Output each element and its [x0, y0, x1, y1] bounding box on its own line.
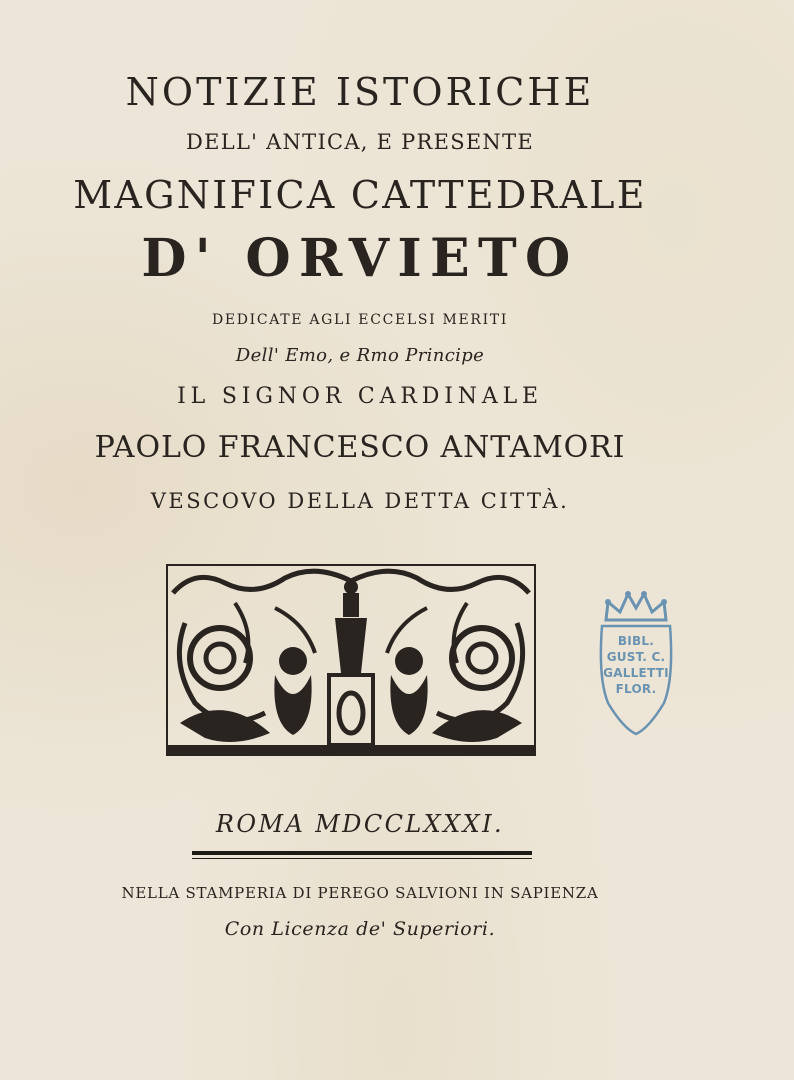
stamp-line-1: BIBL. [617, 634, 655, 648]
dedication-name: PAOLO FRANCESCO ANTAMORI [94, 430, 626, 465]
imprint-rule-thick [192, 851, 532, 855]
imprint-license: Con Licenza de' Superiori. [224, 918, 496, 940]
library-stamp [588, 588, 684, 738]
title-line-1: NOTIZIE ISTORICHE [125, 70, 595, 114]
stamp-line-2: GUST. C. [606, 650, 666, 664]
dedication-office: VESCOVO DELLA DETTA CITTÀ. [150, 489, 570, 513]
imprint-place-date: ROMA MDCCLXXXI. [215, 810, 505, 838]
title-line-4: D' ORVIETO [141, 228, 579, 289]
title-line-3: MAGNIFICA CATTEDRALE [73, 173, 647, 217]
dedication-honorific: Dell' Emo, e Rmo Principe [235, 345, 485, 366]
dedication-title: IL SIGNOR CARDINALE [177, 384, 543, 409]
woodcut-ornament [165, 563, 537, 757]
title-line-2: DELL' ANTICA, E PRESENTE [186, 130, 534, 154]
imprint-rule-thin [192, 858, 532, 859]
dedication-line: DEDICATE AGLI ECCELSI MERITI [211, 312, 509, 328]
imprint-printer: NELLA STAMPERIA DI PEREGO SALVIONI IN SAPIENZA [121, 884, 599, 902]
stamp-line-4: FLOR. [615, 682, 657, 696]
stamp-line-3: GALLETTI [603, 666, 669, 680]
